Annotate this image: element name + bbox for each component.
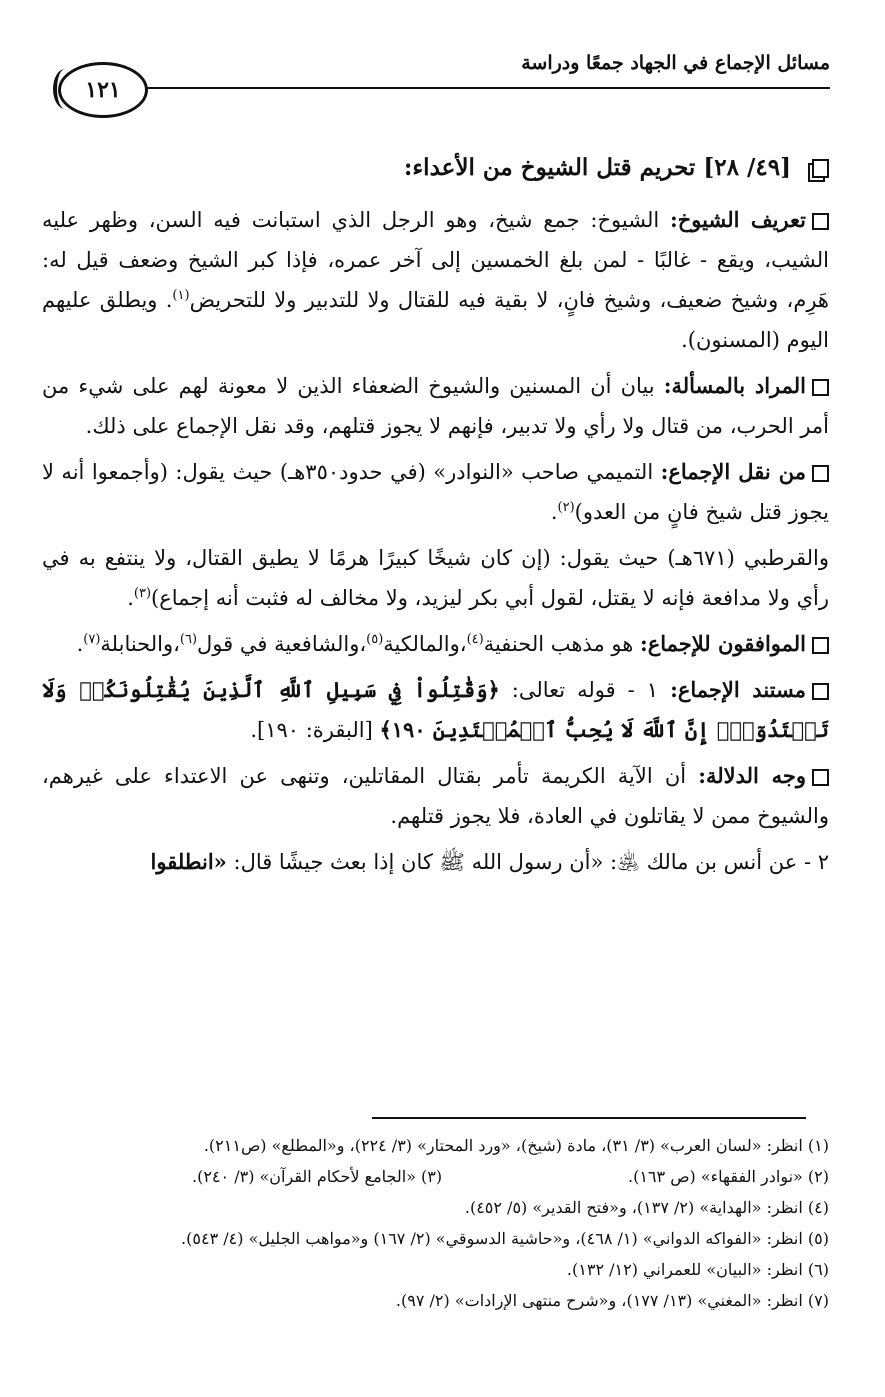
paragraph-text: الشيوخ: جمع شيخ، وهو الرجل الذي استبانت فيه السن، وظهر عليه الشيب، ويقع - غالبًا - لمن بلغ الخمسين إلى آخر عمره، فإذا كبر الشيخ وضعف قيل له: هَرِم، وشيخ ضعيف، وشيخ فانٍ، لا بقية فيه للقتال ولا للتدبير ولا للتحريض: [42, 208, 829, 312]
footnote-ref: (٦): [179, 632, 198, 647]
paragraph-text: أن الآية الكريمة تأمر بقتال المقاتلين، وتنهى عن الاعتداء على غيرهم، والشيوخ ممن لا يقاتلون في العادة، فلا يجوز قتلهم.: [42, 764, 829, 828]
footnote-separator: [372, 1117, 806, 1119]
page-number-badge: [58, 62, 148, 118]
quran-verse: ﴿وَقَٰتِلُواْ فِي سَبِيلِ ٱللَّهِ ٱلَّذِينَ يُقَٰتِلُونَكُمۡ وَلَا تَعۡتَدُوٓاْۚ إِنَّ ٱللَّهَ لَا يُحِبُّ ٱلۡمُعۡتَدِينَ ١٩٠﴾: [42, 677, 829, 742]
paragraph-transmitters: [42, 452, 829, 532]
footnote-ref: (٥): [366, 632, 384, 647]
paragraph-text: بيان أن المسنين والشيوخ الضعفاء الذين لا معونة لهم على شيء من أمر الحرب، من قتال ولا رأي ولا تدبير، فإنهم لا يجوز قتلهم، وقد نقل الإجماع على ذلك.: [42, 374, 829, 438]
footnotes: [42, 1130, 829, 1316]
paragraph-text: ٢ - عن أنس بن مالك ﵁: «أن رسول الله ﷺ كان إذا بعث جيشًا قال:: [226, 850, 829, 874]
paragraph-label: وجه الدلالة:: [698, 763, 806, 788]
paragraph-evidence: [42, 670, 829, 750]
square-bullet-icon: [812, 637, 829, 654]
square-bullet-icon: [812, 683, 829, 700]
square-bullet-icon: [812, 379, 829, 396]
paragraph-text: ،والمالكية: [383, 632, 467, 656]
paragraph-text: . ويطلق عليهم اليوم (المسنون).: [42, 288, 829, 352]
section-number: [٤٩/ ٢٨]: [703, 154, 791, 181]
section-title: تحريم قتل الشيوخ من الأعداء:: [403, 154, 696, 181]
square-bullet-icon: [812, 213, 829, 230]
pages-icon: [807, 159, 829, 179]
paragraph-text-bold: «انطلقوا: [150, 849, 227, 874]
footnote-ref: (٧): [83, 632, 101, 647]
footnote-5: (٥) انظر: «الفواكه الدواني» (١/ ٤٦٨)، و«حاشية الدسوقي» (٢/ ١٦٧) و«مواهب الجليل» (٤/ ٥٤٣).: [181, 1229, 829, 1248]
paragraph-inference: [42, 756, 829, 836]
paragraph-text: ،والشافعية في قول: [197, 632, 367, 656]
footnote-ref: (٤): [466, 632, 484, 647]
footnote-ref: (٣): [133, 586, 152, 601]
header-rule: [136, 87, 830, 89]
paragraph-text: والقرطبي (٦٧١هـ) حيث يقول: (إن كان شيخًا كبيرًا هرمًا لا يطيق القتال، ولا ينتفع به في رأي ولا مدافعة فإنه لا يقتل، لقول أبي بكر ليزيد، ولا مخالف له فثبت أنه إجماع): [42, 546, 829, 610]
footnote-ref: (٢): [557, 500, 575, 515]
page-number: ١٢١: [85, 77, 121, 103]
footnote-2: (٢) «نوادر الفقهاء» (ص ١٦٣).: [628, 1167, 829, 1186]
paragraph-label: من نقل الإجماع:: [660, 459, 807, 484]
footnote-6: (٦) انظر: «البيان» للعمراني (١٢/ ١٣٢).: [566, 1260, 829, 1279]
paragraph-text: هو مذهب الحنفية: [483, 632, 640, 656]
paragraph-label: مستند الإجماع:: [670, 677, 806, 702]
footnote-row: [42, 1161, 829, 1192]
paragraph-hadith: [42, 842, 829, 882]
paragraph-text: .: [550, 500, 558, 524]
paragraph-agreeing: [42, 624, 829, 664]
footnote-7: (٧) انظر: «المغني» (١٣/ ١٧٧)، و«شرح منتهى الإرادات» (٢/ ٩٧).: [395, 1291, 829, 1310]
running-header: [40, 44, 830, 124]
paragraph-definition: [42, 200, 829, 360]
paragraph-text: ١ - قوله تعالى:: [499, 678, 671, 702]
paragraph-qurtubi: [42, 538, 829, 618]
square-bullet-icon: [812, 465, 829, 482]
footnote-ref: (١): [172, 288, 190, 303]
paragraph-text: .: [127, 586, 134, 610]
footnote-3: (٣) «الجامع لأحكام القرآن» (٣/ ٢٤٠).: [192, 1167, 443, 1186]
footnote-1: (١) انظر: «لسان العرب» (٣/ ٣١)، مادة (شيخ)، «ورد المحتار» (٣/ ٢٢٤)، و«المطلع» (ص٢١١).: [203, 1136, 829, 1155]
paragraph-label: تعريف الشيوخ:: [669, 207, 806, 232]
section-heading: [42, 148, 829, 188]
book-title: مسائل الإجماع في الجهاد جمعًا ودراسة: [521, 52, 830, 74]
square-bullet-icon: [812, 769, 829, 786]
footnote-4: (٤) انظر: «الهداية» (٢/ ١٣٧)، و«فتح القدير» (٥/ ٤٥٢).: [464, 1198, 829, 1217]
paragraph-text: التميمي صاحب «النوادر» (في حدود٣٥٠هـ) حيث يقول: (وأجمعوا أنه لا يجوز قتل شيخ فانٍ من العدو): [42, 460, 829, 524]
paragraph-label: الموافقون للإجماع:: [639, 631, 806, 656]
paragraph-intent: [42, 366, 829, 446]
paragraph-text: ،والحنابلة: [100, 632, 180, 656]
paragraph-text: .: [76, 632, 84, 656]
verse-citation: [البقرة: ١٩٠].: [250, 718, 380, 742]
paragraph-label: المراد بالمسألة:: [663, 373, 807, 398]
main-text: [42, 148, 829, 888]
